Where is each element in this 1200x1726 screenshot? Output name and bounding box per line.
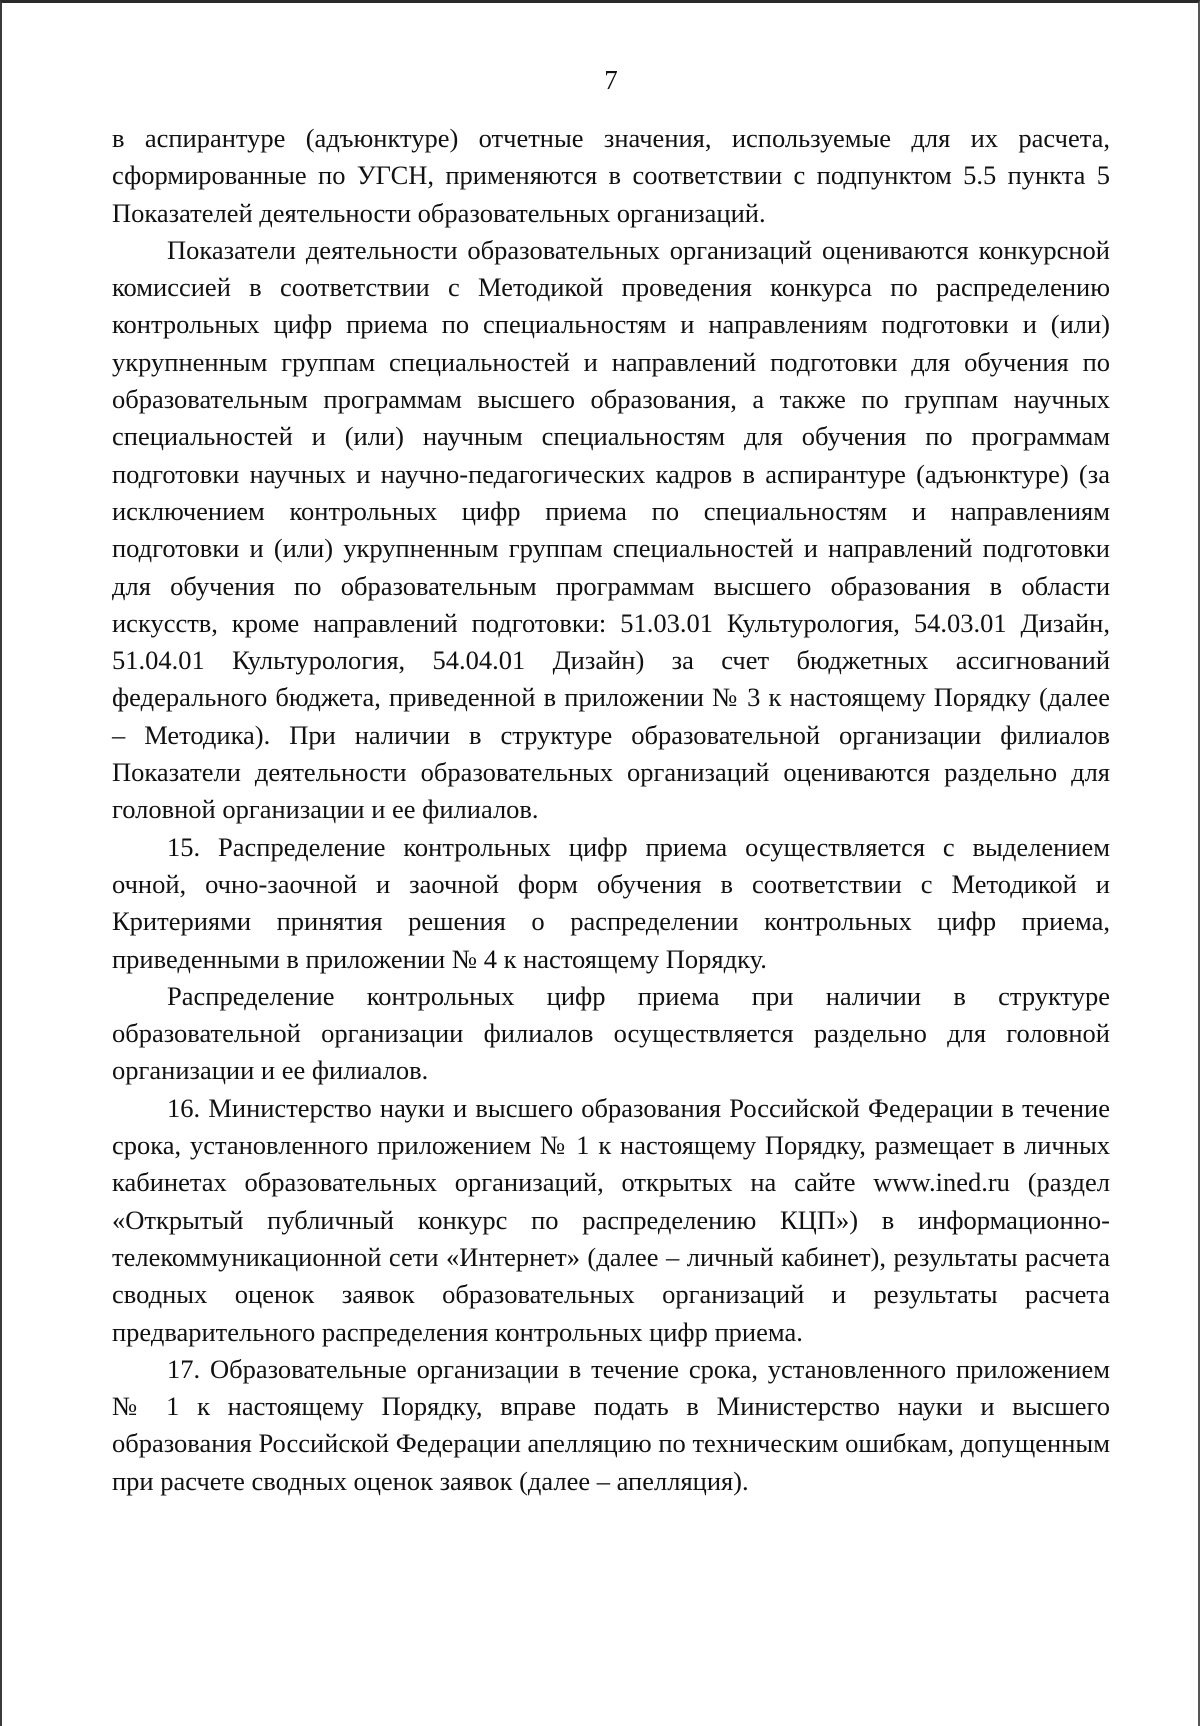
document-page xyxy=(112,56,1110,1500)
paragraph-item-15: 15. Распределение контрольных цифр приема осуществляется с выделением очной, очно-заочной и заочной форм обучения в соответствии с Методикой и Критериями принятия решения о распределении контрольных цифр приема, приведенными в приложении № 4 к настоящему Порядку. xyxy=(112,831,1110,974)
paragraph-branches-distribution: Распределение контрольных цифр приема при наличии в структуре образовательной организации филиалов осуществляется раздельно для головной организации и ее филиалов. xyxy=(112,980,1110,1086)
page-number: 7 xyxy=(604,65,618,95)
paragraph-indicators-evaluation: Показатели деятельности образовательных организаций оцениваются конкурсной комиссией в соответствии с Методикой проведения конкурса по распределению контрольных цифр приема по специальностям и направлениям подготовки и (или) укрупненным группам специальностей и направлений подготовки для обучения по образовательным программам высшего образования, а также по группам научных специальностей и (или) научным специальностям для обучения по программам подготовки научных и научно-педагогических кадров в аспирантуре (адъюнктуре) (за исключением контрольных цифр приема по специальностям и направлениям подготовки и (или) укрупненным группам специальностей и направлений подготовки для обучения по образовательным программам высшего образования в области искусств, кроме направлений подготовки: 51.03.01 Культурология, 54.03.01 Дизайн, 51.04.01 Культурология, 54.04.01 Дизайн) за счет бюджетных ассигнований федерального бюджета, приведенной в приложении № 3 к настоящему Порядку (далее – Методика). При наличии в структуре образовательной организации филиалов Показатели деятельности образовательных организаций оцениваются раздельно для головной организации и ее филиалов. xyxy=(112,234,1110,825)
paragraph-item-16: 16. Министерство науки и высшего образования Российской Федерации в течение срока, установленного приложением № 1 к настоящему Порядку, размещает в личных кабинетах образовательных организаций, открытых на сайте www.ined.ru (раздел «Открытый публичный конкурс по распределению КЦП») в информационно-телекоммуникационной сети «Интернет» (далее – личный кабинет), результаты расчета сводных оценок заявок образовательных организаций и результаты расчета предварительного распределения контрольных цифр приема. xyxy=(112,1092,1110,1347)
paragraph-continuation: в аспирантуре (адъюнктуре) отчетные значения, используемые для их расчета, сформированные по УГСН, применяются в соответствии с подпунктом 5.5 пункта 5 Показателей деятельности образовательных организаций. xyxy=(112,123,1110,228)
paragraph-item-17: 17. Образовательные организации в течение срока, установленного приложением № 1 к настоящему Порядку, вправе подать в Министерство науки и высшего образования Российской Федерации апелляцию по техническим ошибкам, допущенным при расчете сводных оценок заявок (далее – апелляция). xyxy=(112,1353,1110,1496)
